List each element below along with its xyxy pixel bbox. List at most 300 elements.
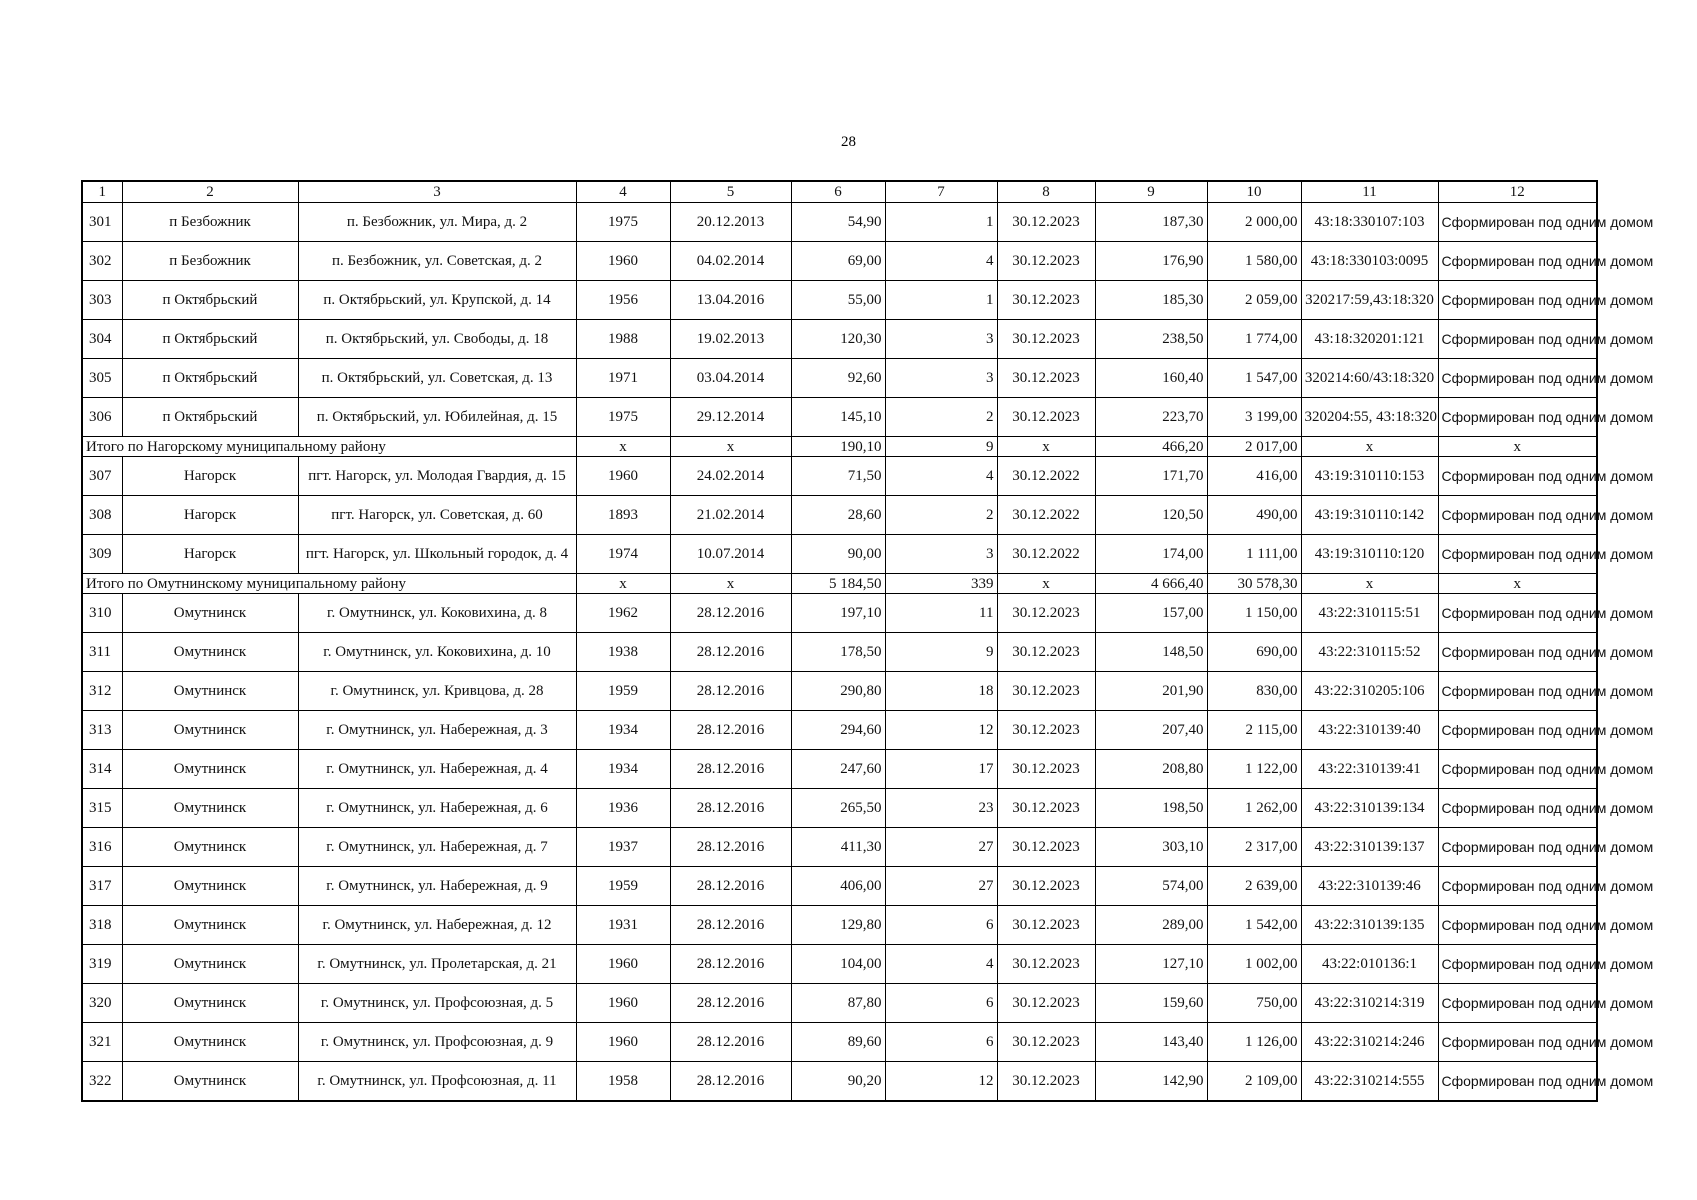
row-number-cell: 304 bbox=[82, 320, 122, 359]
status-cell: Сформирован под одним домом bbox=[1438, 828, 1597, 867]
status-cell: Сформирован под одним домом bbox=[1438, 672, 1597, 711]
cadastral-cell: 43:22:310139:135 bbox=[1301, 906, 1438, 945]
cadastral-cell: 43:22:310139:41 bbox=[1301, 750, 1438, 789]
row-number-cell: 305 bbox=[82, 359, 122, 398]
row-number-cell: 312 bbox=[82, 672, 122, 711]
locality-cell: Омутнинск bbox=[122, 711, 298, 750]
address-cell: п. Октябрьский, ул. Юбилейная, д. 15 bbox=[298, 398, 576, 437]
deadline-cell: 30.12.2023 bbox=[997, 828, 1095, 867]
header-cell: 5 bbox=[670, 181, 791, 203]
header-cell: 2 bbox=[122, 181, 298, 203]
area-cell: 71,50 bbox=[791, 457, 885, 496]
locality-cell: Омутнинск bbox=[122, 594, 298, 633]
locality-cell: п Октябрьский bbox=[122, 398, 298, 437]
area2-cell: 174,00 bbox=[1095, 535, 1207, 574]
year-cell: 1956 bbox=[576, 281, 670, 320]
people-cell: 1 bbox=[885, 281, 997, 320]
deadline-cell: 30.12.2023 bbox=[997, 359, 1095, 398]
date-cell: 28.12.2016 bbox=[670, 984, 791, 1023]
year-cell: 1975 bbox=[576, 203, 670, 242]
people-cell: 12 bbox=[885, 711, 997, 750]
area-cell: 89,60 bbox=[791, 1023, 885, 1062]
date-cell: 03.04.2014 bbox=[670, 359, 791, 398]
table-row bbox=[82, 535, 1597, 574]
people-cell: 6 bbox=[885, 906, 997, 945]
cadastral-cell: 43:22:310115:52 bbox=[1301, 633, 1438, 672]
cadastral-cell: 43:19:310110:153 bbox=[1301, 457, 1438, 496]
deadline-cell: 30.12.2023 bbox=[997, 1062, 1095, 1102]
address-cell: г. Омутнинск, ул. Профсоюзная, д. 9 bbox=[298, 1023, 576, 1062]
people-cell: 2 bbox=[885, 496, 997, 535]
area-cell: 54,90 bbox=[791, 203, 885, 242]
area-cell: 247,60 bbox=[791, 750, 885, 789]
status-cell: Сформирован под одним домом bbox=[1438, 1062, 1597, 1102]
people-cell: 1 bbox=[885, 203, 997, 242]
people-cell: 12 bbox=[885, 1062, 997, 1102]
address-cell: г. Омутнинск, ул. Коковихина, д. 10 bbox=[298, 633, 576, 672]
area-cell: 411,30 bbox=[791, 828, 885, 867]
header-cell: 8 bbox=[997, 181, 1095, 203]
year-cell: 1962 bbox=[576, 594, 670, 633]
table-row bbox=[82, 633, 1597, 672]
year-cell: 1960 bbox=[576, 984, 670, 1023]
cadastral-cell: 320204:55, 43:18:320 bbox=[1301, 398, 1438, 437]
header-cell: 6 bbox=[791, 181, 885, 203]
cadastral-cell: 43:19:310110:142 bbox=[1301, 496, 1438, 535]
cadastral-cell: 43:22:310115:51 bbox=[1301, 594, 1438, 633]
locality-cell: Омутнинск bbox=[122, 945, 298, 984]
area-cell: 406,00 bbox=[791, 867, 885, 906]
area-cell: 90,20 bbox=[791, 1062, 885, 1102]
page-number: 28 bbox=[841, 134, 856, 150]
year-cell: 1936 bbox=[576, 789, 670, 828]
address-cell: пгт. Нагорск, ул. Школьный городок, д. 4 bbox=[298, 535, 576, 574]
area2-cell: 148,50 bbox=[1095, 633, 1207, 672]
address-cell: г. Омутнинск, ул. Набережная, д. 12 bbox=[298, 906, 576, 945]
year-cell: 1971 bbox=[576, 359, 670, 398]
row-number-cell: 321 bbox=[82, 1023, 122, 1062]
sum-cell: 1 150,00 bbox=[1207, 594, 1301, 633]
area-cell: 69,00 bbox=[791, 242, 885, 281]
area-cell: 104,00 bbox=[791, 945, 885, 984]
row-number-cell: 313 bbox=[82, 711, 122, 750]
row-number-cell: 320 bbox=[82, 984, 122, 1023]
table-row bbox=[82, 320, 1597, 359]
locality-cell: Омутнинск bbox=[122, 633, 298, 672]
table-row bbox=[82, 789, 1597, 828]
table-row bbox=[82, 359, 1597, 398]
row-number-cell: 308 bbox=[82, 496, 122, 535]
status-cell: Сформирован под одним домом bbox=[1438, 594, 1597, 633]
sum-cell: 1 774,00 bbox=[1207, 320, 1301, 359]
area2-cell: 120,50 bbox=[1095, 496, 1207, 535]
status-cell: Сформирован под одним домом bbox=[1438, 242, 1597, 281]
status-cell: Сформирован под одним домом bbox=[1438, 203, 1597, 242]
people-cell: 3 bbox=[885, 320, 997, 359]
deadline-cell: 30.12.2023 bbox=[997, 711, 1095, 750]
area-cell: 92,60 bbox=[791, 359, 885, 398]
header-cell: 4 bbox=[576, 181, 670, 203]
area-cell: 197,10 bbox=[791, 594, 885, 633]
people-cell: 17 bbox=[885, 750, 997, 789]
subtotal-label: Итого по Омутнинскому муниципальному району bbox=[82, 574, 576, 594]
area-cell: 87,80 bbox=[791, 984, 885, 1023]
people-cell: 27 bbox=[885, 867, 997, 906]
cadastral-cell: 320217:59,43:18:320 bbox=[1301, 281, 1438, 320]
status-cell: Сформирован под одним домом bbox=[1438, 906, 1597, 945]
year-cell: 1960 bbox=[576, 945, 670, 984]
locality-cell: Омутнинск bbox=[122, 789, 298, 828]
cadastral-cell: х bbox=[1301, 437, 1438, 457]
subtotal-label: Итого по Нагорскому муниципальному району bbox=[82, 437, 576, 457]
locality-cell: п Октябрьский bbox=[122, 281, 298, 320]
sum-cell: 2 059,00 bbox=[1207, 281, 1301, 320]
area2-cell: 574,00 bbox=[1095, 867, 1207, 906]
area2-cell: 160,40 bbox=[1095, 359, 1207, 398]
table-body bbox=[82, 181, 1654, 1101]
people-cell: 18 bbox=[885, 672, 997, 711]
address-cell: г. Омутнинск, ул. Пролетарская, д. 21 bbox=[298, 945, 576, 984]
cadastral-cell: 43:22:310214:319 bbox=[1301, 984, 1438, 1023]
cadastral-cell: 43:22:310214:555 bbox=[1301, 1062, 1438, 1102]
area2-cell: 198,50 bbox=[1095, 789, 1207, 828]
row-number-cell: 315 bbox=[82, 789, 122, 828]
people-cell: 6 bbox=[885, 984, 997, 1023]
year-cell: х bbox=[576, 437, 670, 457]
area-cell: 120,30 bbox=[791, 320, 885, 359]
row-number-cell: 309 bbox=[82, 535, 122, 574]
people-cell: 23 bbox=[885, 789, 997, 828]
deadline-cell: 30.12.2023 bbox=[997, 594, 1095, 633]
area2-cell: 201,90 bbox=[1095, 672, 1207, 711]
year-cell: 1975 bbox=[576, 398, 670, 437]
status-cell: Сформирован под одним домом bbox=[1438, 945, 1597, 984]
address-cell: г. Омутнинск, ул. Набережная, д. 4 bbox=[298, 750, 576, 789]
address-cell: г. Омутнинск, ул. Набережная, д. 3 bbox=[298, 711, 576, 750]
locality-cell: Омутнинск bbox=[122, 906, 298, 945]
locality-cell: Омутнинск bbox=[122, 750, 298, 789]
status-cell: Сформирован под одним домом bbox=[1438, 867, 1597, 906]
row-number-cell: 318 bbox=[82, 906, 122, 945]
sum-cell: 2 317,00 bbox=[1207, 828, 1301, 867]
table-row bbox=[82, 711, 1597, 750]
area2-cell: 157,00 bbox=[1095, 594, 1207, 633]
area2-cell: 207,40 bbox=[1095, 711, 1207, 750]
status-cell: Сформирован под одним домом bbox=[1438, 789, 1597, 828]
status-cell: Сформирован под одним домом bbox=[1438, 535, 1597, 574]
year-cell: 1960 bbox=[576, 1023, 670, 1062]
deadline-cell: 30.12.2023 bbox=[997, 984, 1095, 1023]
header-cell: 3 bbox=[298, 181, 576, 203]
deadline-cell: х bbox=[997, 574, 1095, 594]
column-number-header bbox=[82, 181, 1597, 203]
cadastral-cell: 43:22:310139:134 bbox=[1301, 789, 1438, 828]
deadline-cell: 30.12.2023 bbox=[997, 867, 1095, 906]
area2-cell: 127,10 bbox=[1095, 945, 1207, 984]
address-cell: г. Омутнинск, ул. Набережная, д. 7 bbox=[298, 828, 576, 867]
area-cell: 5 184,50 bbox=[791, 574, 885, 594]
date-cell: 04.02.2014 bbox=[670, 242, 791, 281]
table-row bbox=[82, 1023, 1597, 1062]
status-cell: Сформирован под одним домом bbox=[1438, 320, 1597, 359]
status-cell: Сформирован под одним домом bbox=[1438, 633, 1597, 672]
date-cell: 20.12.2013 bbox=[670, 203, 791, 242]
row-number-cell: 319 bbox=[82, 945, 122, 984]
sum-cell: 1 002,00 bbox=[1207, 945, 1301, 984]
table-row bbox=[82, 496, 1597, 535]
table-row bbox=[82, 594, 1597, 633]
row-number-cell: 311 bbox=[82, 633, 122, 672]
area2-cell: 223,70 bbox=[1095, 398, 1207, 437]
address-cell: п. Октябрьский, ул. Свободы, д. 18 bbox=[298, 320, 576, 359]
status-cell: Сформирован под одним домом bbox=[1438, 984, 1597, 1023]
people-cell: 4 bbox=[885, 945, 997, 984]
table-row bbox=[82, 672, 1597, 711]
date-cell: х bbox=[670, 437, 791, 457]
area-cell: 129,80 bbox=[791, 906, 885, 945]
year-cell: 1959 bbox=[576, 672, 670, 711]
address-cell: п. Безбожник, ул. Мира, д. 2 bbox=[298, 203, 576, 242]
sum-cell: 30 578,30 bbox=[1207, 574, 1301, 594]
date-cell: 28.12.2016 bbox=[670, 633, 791, 672]
address-cell: п. Октябрьский, ул. Крупской, д. 14 bbox=[298, 281, 576, 320]
status-cell: Сформирован под одним домом bbox=[1438, 457, 1597, 496]
people-cell: 9 bbox=[885, 633, 997, 672]
people-cell: 27 bbox=[885, 828, 997, 867]
year-cell: 1931 bbox=[576, 906, 670, 945]
date-cell: 28.12.2016 bbox=[670, 867, 791, 906]
area2-cell: 159,60 bbox=[1095, 984, 1207, 1023]
row-number-cell: 307 bbox=[82, 457, 122, 496]
area2-cell: 143,40 bbox=[1095, 1023, 1207, 1062]
deadline-cell: 30.12.2023 bbox=[997, 633, 1095, 672]
date-cell: 28.12.2016 bbox=[670, 906, 791, 945]
sum-cell: 1 547,00 bbox=[1207, 359, 1301, 398]
header-cell: 7 bbox=[885, 181, 997, 203]
people-cell: 2 bbox=[885, 398, 997, 437]
deadline-cell: х bbox=[997, 437, 1095, 457]
area-cell: 145,10 bbox=[791, 398, 885, 437]
address-cell: г. Омутнинск, ул. Набережная, д. 6 bbox=[298, 789, 576, 828]
row-number-cell: 317 bbox=[82, 867, 122, 906]
deadline-cell: 30.12.2023 bbox=[997, 320, 1095, 359]
deadline-cell: 30.12.2023 bbox=[997, 750, 1095, 789]
date-cell: 19.02.2013 bbox=[670, 320, 791, 359]
locality-cell: Омутнинск bbox=[122, 672, 298, 711]
year-cell: 1934 bbox=[576, 750, 670, 789]
area2-cell: 208,80 bbox=[1095, 750, 1207, 789]
area2-cell: 289,00 bbox=[1095, 906, 1207, 945]
status-cell: Сформирован под одним домом bbox=[1438, 496, 1597, 535]
area2-cell: 238,50 bbox=[1095, 320, 1207, 359]
cadastral-cell: х bbox=[1301, 574, 1438, 594]
deadline-cell: 30.12.2023 bbox=[997, 281, 1095, 320]
deadline-cell: 30.12.2023 bbox=[997, 203, 1095, 242]
table-row bbox=[82, 281, 1597, 320]
deadline-cell: 30.12.2023 bbox=[997, 1023, 1095, 1062]
year-cell: 1974 bbox=[576, 535, 670, 574]
deadline-cell: 30.12.2023 bbox=[997, 242, 1095, 281]
locality-cell: Нагорск bbox=[122, 535, 298, 574]
date-cell: 21.02.2014 bbox=[670, 496, 791, 535]
cadastral-cell: 43:22:310214:246 bbox=[1301, 1023, 1438, 1062]
area-cell: 294,60 bbox=[791, 711, 885, 750]
address-cell: г. Омутнинск, ул. Кривцова, д. 28 bbox=[298, 672, 576, 711]
date-cell: 28.12.2016 bbox=[670, 750, 791, 789]
people-cell: 3 bbox=[885, 359, 997, 398]
row-number-cell: 306 bbox=[82, 398, 122, 437]
header-cell: 12 bbox=[1438, 181, 1597, 203]
address-cell: г. Омутнинск, ул. Коковихина, д. 8 bbox=[298, 594, 576, 633]
area2-cell: 142,90 bbox=[1095, 1062, 1207, 1102]
table-row bbox=[82, 398, 1597, 437]
status-cell: Сформирован под одним домом bbox=[1438, 398, 1597, 437]
date-cell: х bbox=[670, 574, 791, 594]
address-cell: пгт. Нагорск, ул. Советская, д. 60 bbox=[298, 496, 576, 535]
year-cell: 1960 bbox=[576, 457, 670, 496]
area-cell: 178,50 bbox=[791, 633, 885, 672]
cadastral-cell: 43:18:320201:121 bbox=[1301, 320, 1438, 359]
date-cell: 13.04.2016 bbox=[670, 281, 791, 320]
subtotal-row bbox=[82, 437, 1597, 457]
deadline-cell: 30.12.2023 bbox=[997, 398, 1095, 437]
table-row bbox=[82, 1062, 1597, 1102]
area2-cell: 187,30 bbox=[1095, 203, 1207, 242]
cadastral-cell: 43:22:310139:40 bbox=[1301, 711, 1438, 750]
locality-cell: п Октябрьский bbox=[122, 359, 298, 398]
deadline-cell: 30.12.2023 bbox=[997, 789, 1095, 828]
cadastral-cell: 43:22:310205:106 bbox=[1301, 672, 1438, 711]
locality-cell: Нагорск bbox=[122, 496, 298, 535]
area-cell: 265,50 bbox=[791, 789, 885, 828]
date-cell: 28.12.2016 bbox=[670, 1062, 791, 1102]
subtotal-row bbox=[82, 574, 1597, 594]
cadastral-cell: 43:18:330107:103 bbox=[1301, 203, 1438, 242]
area-cell: 290,80 bbox=[791, 672, 885, 711]
sum-cell: 830,00 bbox=[1207, 672, 1301, 711]
cadastral-cell: 43:18:330103:0095 bbox=[1301, 242, 1438, 281]
address-cell: г. Омутнинск, ул. Профсоюзная, д. 11 bbox=[298, 1062, 576, 1102]
cadastral-cell: 43:22:310139:137 bbox=[1301, 828, 1438, 867]
address-cell: пгт. Нагорск, ул. Молодая Гвардия, д. 15 bbox=[298, 457, 576, 496]
people-cell: 4 bbox=[885, 242, 997, 281]
locality-cell: Нагорск bbox=[122, 457, 298, 496]
locality-cell: п Безбожник bbox=[122, 203, 298, 242]
sum-cell: 2 017,00 bbox=[1207, 437, 1301, 457]
date-cell: 28.12.2016 bbox=[670, 672, 791, 711]
sum-cell: 490,00 bbox=[1207, 496, 1301, 535]
locality-cell: Омутнинск bbox=[122, 984, 298, 1023]
table-row bbox=[82, 457, 1597, 496]
deadline-cell: 30.12.2023 bbox=[997, 672, 1095, 711]
date-cell: 28.12.2016 bbox=[670, 711, 791, 750]
address-cell: п. Октябрьский, ул. Советская, д. 13 bbox=[298, 359, 576, 398]
date-cell: 29.12.2014 bbox=[670, 398, 791, 437]
sum-cell: 2 639,00 bbox=[1207, 867, 1301, 906]
row-number-cell: 316 bbox=[82, 828, 122, 867]
year-cell: 1934 bbox=[576, 711, 670, 750]
address-cell: п. Безбожник, ул. Советская, д. 2 bbox=[298, 242, 576, 281]
row-number-cell: 302 bbox=[82, 242, 122, 281]
sum-cell: 1 262,00 bbox=[1207, 789, 1301, 828]
date-cell: 28.12.2016 bbox=[670, 789, 791, 828]
status-cell: Сформирован под одним домом bbox=[1438, 1023, 1597, 1062]
status-cell: Сформирован под одним домом bbox=[1438, 281, 1597, 320]
table-row bbox=[82, 984, 1597, 1023]
row-number-cell: 322 bbox=[82, 1062, 122, 1102]
area-cell: 190,10 bbox=[791, 437, 885, 457]
locality-cell: Омутнинск bbox=[122, 867, 298, 906]
date-cell: 28.12.2016 bbox=[670, 1023, 791, 1062]
date-cell: 28.12.2016 bbox=[670, 945, 791, 984]
area-cell: 55,00 bbox=[791, 281, 885, 320]
people-cell: 9 bbox=[885, 437, 997, 457]
people-cell: 6 bbox=[885, 1023, 997, 1062]
status-cell: х bbox=[1438, 437, 1597, 457]
row-number-cell: 301 bbox=[82, 203, 122, 242]
cadastral-cell: 43:22:310139:46 bbox=[1301, 867, 1438, 906]
sum-cell: 1 542,00 bbox=[1207, 906, 1301, 945]
status-cell: Сформирован под одним домом bbox=[1438, 711, 1597, 750]
year-cell: 1937 bbox=[576, 828, 670, 867]
people-cell: 11 bbox=[885, 594, 997, 633]
locality-cell: п Октябрьский bbox=[122, 320, 298, 359]
sum-cell: 1 122,00 bbox=[1207, 750, 1301, 789]
cadastral-cell: 320214:60/43:18:320 bbox=[1301, 359, 1438, 398]
sum-cell: 1 111,00 bbox=[1207, 535, 1301, 574]
area2-cell: 176,90 bbox=[1095, 242, 1207, 281]
locality-cell: Омутнинск bbox=[122, 828, 298, 867]
locality-cell: п Безбожник bbox=[122, 242, 298, 281]
header-cell: 1 bbox=[82, 181, 122, 203]
area2-cell: 4 666,40 bbox=[1095, 574, 1207, 594]
sum-cell: 2 115,00 bbox=[1207, 711, 1301, 750]
table-row bbox=[82, 906, 1597, 945]
deadline-cell: 30.12.2022 bbox=[997, 457, 1095, 496]
sum-cell: 3 199,00 bbox=[1207, 398, 1301, 437]
row-number-cell: 310 bbox=[82, 594, 122, 633]
deadline-cell: 30.12.2023 bbox=[997, 945, 1095, 984]
table-row bbox=[82, 750, 1597, 789]
date-cell: 28.12.2016 bbox=[670, 594, 791, 633]
sum-cell: 690,00 bbox=[1207, 633, 1301, 672]
year-cell: 1960 bbox=[576, 242, 670, 281]
table-row bbox=[82, 867, 1597, 906]
sum-cell: 2 000,00 bbox=[1207, 203, 1301, 242]
people-cell: 4 bbox=[885, 457, 997, 496]
sum-cell: 2 109,00 bbox=[1207, 1062, 1301, 1102]
area2-cell: 171,70 bbox=[1095, 457, 1207, 496]
header-cell: 11 bbox=[1301, 181, 1438, 203]
sum-cell: 1 580,00 bbox=[1207, 242, 1301, 281]
housing-register-table bbox=[81, 180, 1654, 1102]
area2-cell: 466,20 bbox=[1095, 437, 1207, 457]
sum-cell: 1 126,00 bbox=[1207, 1023, 1301, 1062]
table-row bbox=[82, 242, 1597, 281]
locality-cell: Омутнинск bbox=[122, 1023, 298, 1062]
year-cell: 1893 bbox=[576, 496, 670, 535]
deadline-cell: 30.12.2022 bbox=[997, 496, 1095, 535]
area-cell: 90,00 bbox=[791, 535, 885, 574]
year-cell: 1988 bbox=[576, 320, 670, 359]
year-cell: 1938 bbox=[576, 633, 670, 672]
area2-cell: 185,30 bbox=[1095, 281, 1207, 320]
status-cell: х bbox=[1438, 574, 1597, 594]
people-cell: 339 bbox=[885, 574, 997, 594]
row-number-cell: 303 bbox=[82, 281, 122, 320]
table-row bbox=[82, 945, 1597, 984]
header-cell: 10 bbox=[1207, 181, 1301, 203]
